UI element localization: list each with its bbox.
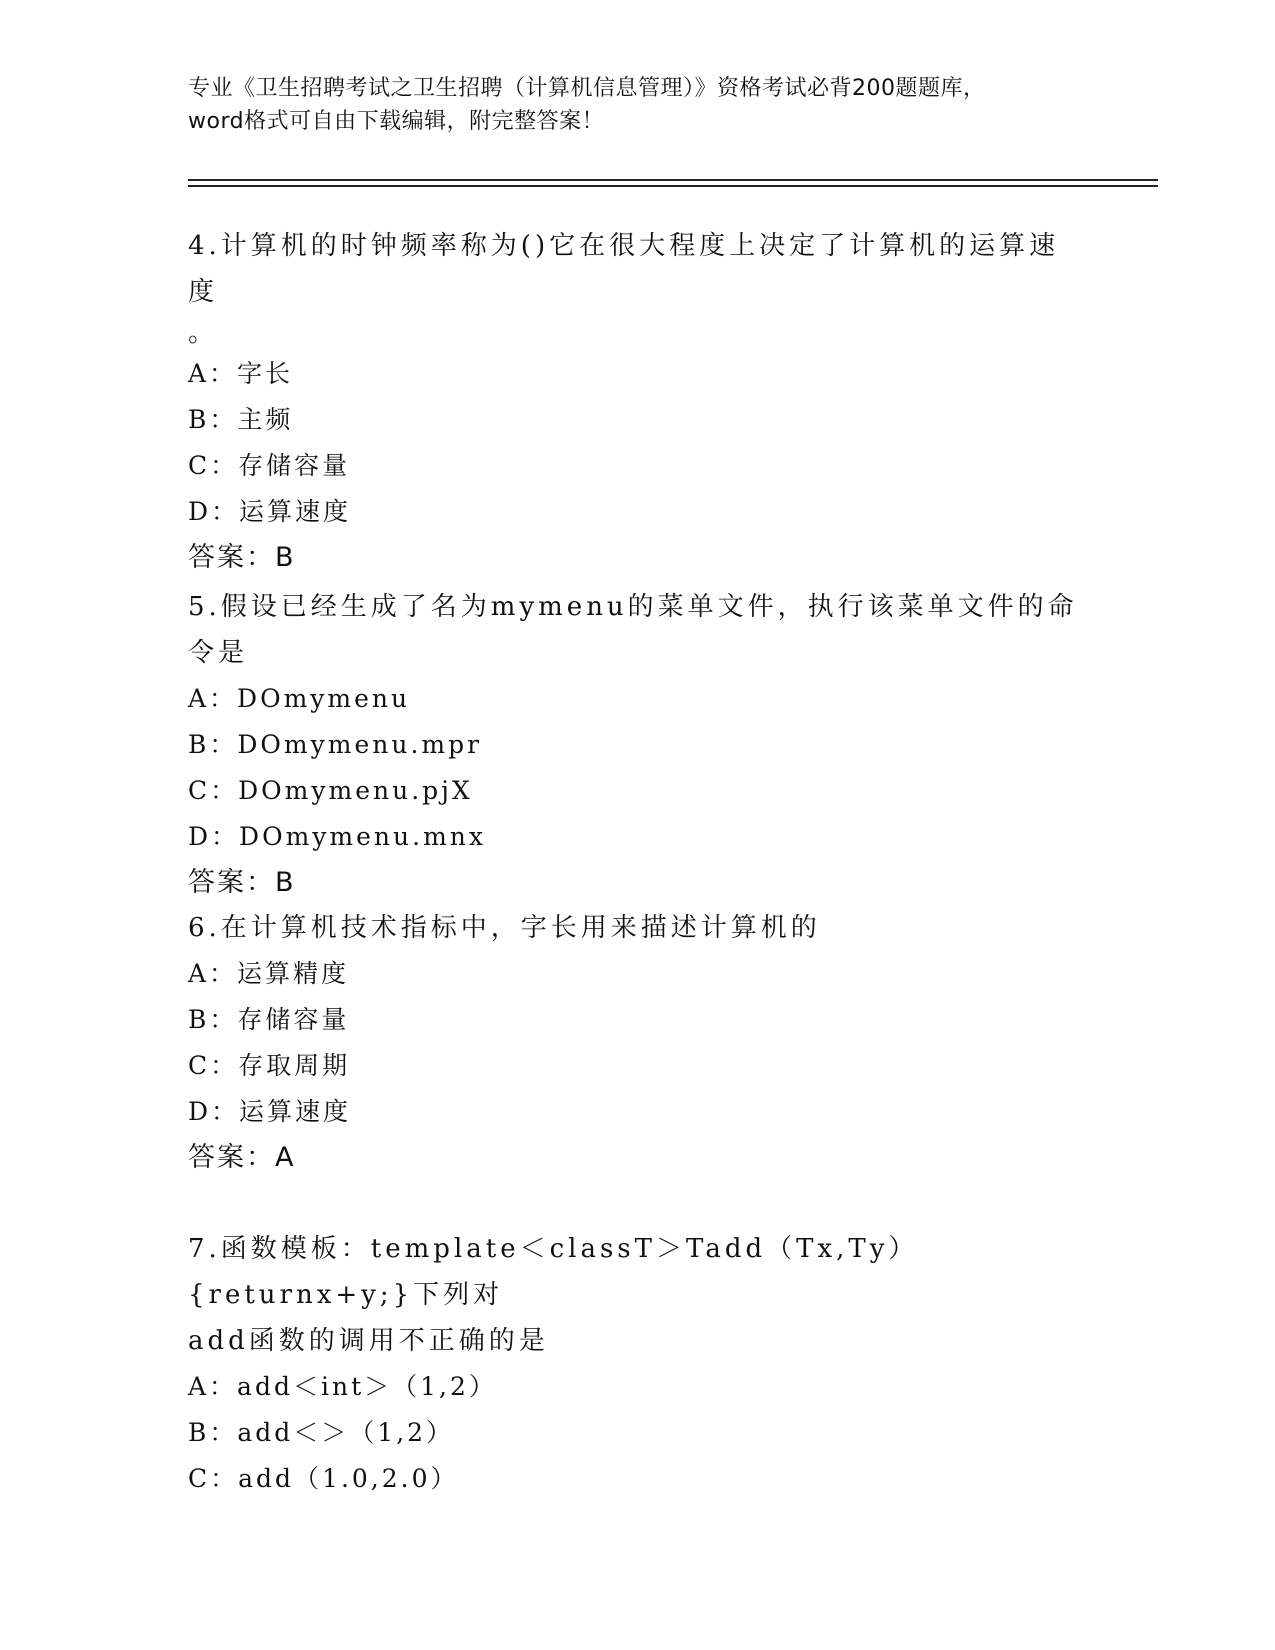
option-d: D：DOmymenu.mnx bbox=[188, 822, 486, 851]
option-a: A：DOmymenu bbox=[188, 684, 411, 713]
question-6 bbox=[188, 905, 1088, 1181]
option-b: B：主频 bbox=[188, 405, 294, 434]
question-stem-line: 。 bbox=[188, 318, 219, 348]
question-stem-line: 6.在计算机技术指标中，字长用来描述计算机的 bbox=[188, 913, 821, 943]
question-stem-line: add函数的调用不正确的是 bbox=[188, 1326, 549, 1356]
option-c: C：add（1.0,2.0） bbox=[188, 1464, 459, 1493]
option-b: B：存储容量 bbox=[188, 1005, 350, 1034]
answer-line: 答案：B bbox=[188, 542, 296, 573]
option-c: C：DOmymenu.pjX bbox=[188, 776, 473, 805]
option-c: C：存储容量 bbox=[188, 451, 351, 480]
question-stem-line: 4.计算机的时钟频率称为()它在很大程度上决定了计算机的运算速度 bbox=[188, 231, 1060, 307]
option-b: B：DOmymenu.mpr bbox=[188, 730, 483, 759]
question-stem-line: 5.假设已经生成了名为mymenu的菜单文件，执行该菜单文件的命令是 bbox=[188, 592, 1078, 668]
answer-line: 答案：B bbox=[188, 867, 296, 898]
option-c: C：存取周期 bbox=[188, 1051, 351, 1080]
header-line-1: 专业《卫生招聘考试之卫生招聘（计算机信息管理）》资格考试必背200题题库， bbox=[188, 76, 986, 101]
option-d: D：运算速度 bbox=[188, 1097, 352, 1126]
option-a: A：add＜int＞（1,2） bbox=[188, 1372, 497, 1401]
option-d: D：运算速度 bbox=[188, 497, 352, 526]
question-stem-line: 7.函数模板：template＜classT＞Tadd（Tx,Ty）{returnx+y;}下列对 bbox=[188, 1234, 919, 1310]
option-a: A：字长 bbox=[188, 359, 294, 388]
option-b: B：add＜＞（1,2） bbox=[188, 1418, 455, 1447]
answer-line: 答案：A bbox=[188, 1142, 296, 1173]
question-5 bbox=[188, 584, 1088, 906]
option-a: A：运算精度 bbox=[188, 959, 350, 988]
header-line-2: word格式可自由下载编辑，附完整答案！ bbox=[188, 109, 605, 134]
question-7 bbox=[188, 1226, 1088, 1502]
document-header bbox=[188, 72, 1088, 138]
question-4 bbox=[188, 223, 1088, 581]
header-divider-bottom bbox=[188, 185, 1158, 187]
header-divider-top bbox=[188, 179, 1158, 181]
